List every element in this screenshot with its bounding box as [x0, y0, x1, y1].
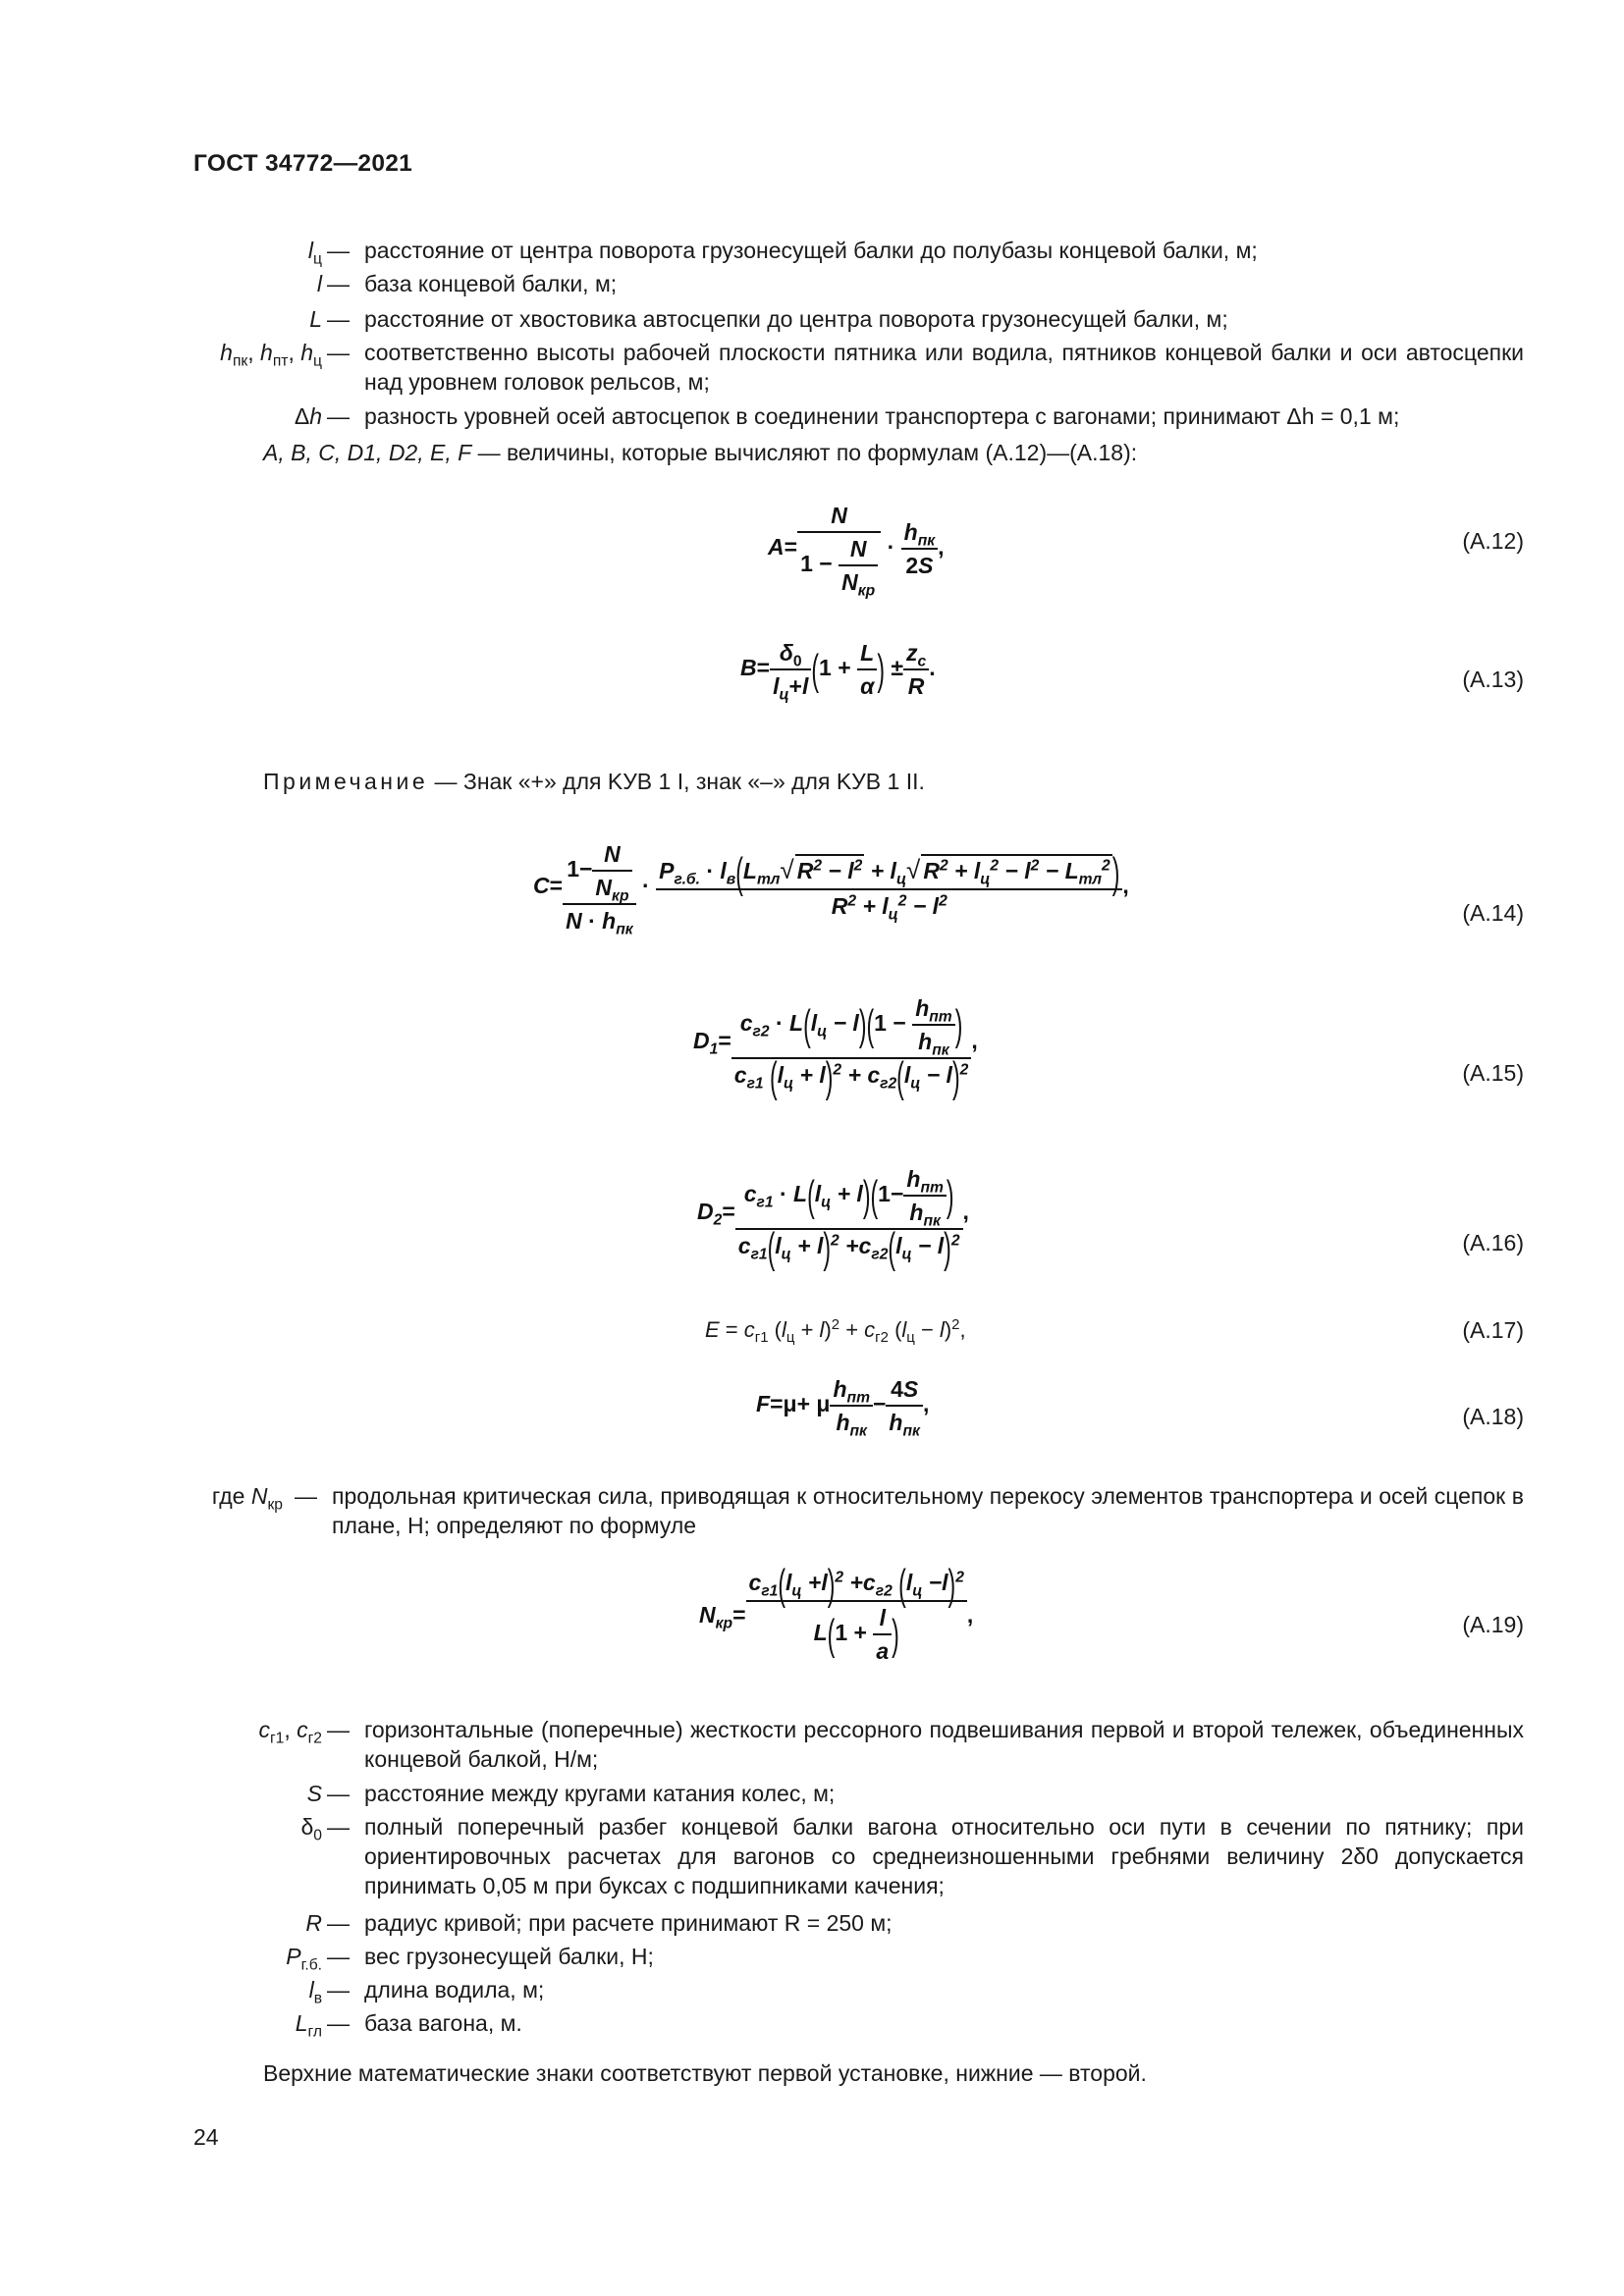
note-label: Примечание: [263, 769, 429, 794]
definition-lv: $l_в$ — длина водила, м;: [157, 1975, 1524, 2004]
symbol-lc: $l_ц$: [307, 238, 322, 268]
definition-Pgb: $P_{г.б.}$ — вес грузонесущей балки, Н;: [157, 1942, 1524, 1971]
symbol-L: L: [309, 306, 322, 332]
symbol-nkr: где $N_{кр}$: [211, 1483, 283, 1514]
symbol-l: l: [316, 271, 322, 296]
equation-number-a15: (А.15): [1462, 1060, 1524, 1086]
equation-number-a12: (А.12): [1462, 528, 1524, 554]
equation-number-a16: (А.16): [1462, 1230, 1524, 1255]
symbol-lv: $l_в$: [308, 1977, 322, 2007]
symbol-heights: $h_{пк}$, $h_{пт}$, $h_ц$: [220, 340, 322, 370]
symbol-Lgl: $L_{гл}$: [295, 2010, 322, 2041]
symbol-R: R: [305, 1910, 322, 1936]
formula-a18: F=μ+ μ $\frac{h_{пт}}{h_{пк}}$ − $\frac{4S}{h_{пк}}$ ,: [756, 1376, 930, 1440]
document-header: ГОСТ 34772—2021: [193, 150, 413, 177]
definition-lc: $l_ц$ — расстояние от центра поворота грузонесущей балки до полубазы концевой балки, м;: [157, 236, 1524, 265]
formula-a17: $E = c_{г1}$ $(l_ц + l)^2 + c_{г2}$ $(l_ц - l)^2$,: [705, 1315, 966, 1347]
definition-l: l — база концевой балки, м;: [157, 269, 1524, 298]
formula-a12: A= N 1 − $\frac{N}{N_{кр}}$ · $\frac{h_{пк}}{2S}$ ,: [768, 503, 945, 600]
symbol-cg: $c_{г1}$, $c_{г2}$: [258, 1717, 322, 1747]
definition-R: R — радиус кривой; при расчете принимают R = 250 м;: [157, 1908, 1524, 1938]
equation-number-a13: (А.13): [1462, 667, 1524, 692]
formula-a15: $D_1=$ $c_{г2} \cdot L(l_ц - l)(1$ − $\frac{h_{пт}}{h_{пк}}$ ) $c_{г1}$ $(l_ц + l)^2 + c_{г2}(l_ц - l)^2$ ,: [693, 995, 978, 1101]
equation-number-a18: (А.18): [1462, 1404, 1524, 1429]
symbol-Pgb: $P_{г.б.}$: [286, 1944, 322, 1974]
equation-number-a19: (А.19): [1462, 1612, 1524, 1637]
definition-cg: $c_{г1}$, $c_{г2}$ — горизонтальные (поперечные) жесткости рессорного подвешивания первой и второй тележек, объединенных концевой балкой, Н/м;: [157, 1715, 1524, 1774]
symbol-delta0: $\delta_0$: [300, 1814, 322, 1844]
note-text: — Знак «+» для KУВ 1 I, знак «–» для KУВ 1 II.: [434, 769, 925, 794]
equation-number-a14: (А.14): [1462, 900, 1524, 926]
note: [263, 767, 925, 796]
definition-S: S — расстояние между кругами катания колес, м;: [157, 1779, 1524, 1808]
definition-delta-h: Δh — разность уровней осей автосцепок в соединении транспортера с вагонами; принимают Δh = 0,1 м;: [157, 401, 1524, 431]
formula-a16: $D_2=$ $c_{г1} \cdot L(l_ц + l)(1-$ $\frac{h_{пт}}{h_{пк}}$ ) $c_{г1}(l_ц + l)^2 +c_{г2}(l_ц - l)^2$ ,: [697, 1166, 969, 1272]
definition-L: L — расстояние от хвостовика автосцепки до центра поворота грузонесущей балки, м;: [157, 304, 1524, 334]
definition-nkr: где $N_{кр}$ — продольная критическая сила, приводящая к относительному перекосу элементов транспортера и осей сцепок в плане, Н; определяют по формуле: [157, 1481, 1524, 1540]
formula-a14: C= 1− $\frac{N}{N_{кр}}$ $N \cdot h_{пк}$ · $\frac{P_{г.б.} \cdot l_в(L_{тл}√ R^2 - l^2 + l_ц√ R^2 + l_ц^2 - l^2 - L_{тл}^2)}{R^2 + l_ц^2 - l^2}$ ,: [533, 841, 1129, 938]
symbol-delta-h: Δh: [294, 403, 322, 429]
definition-Lgl: $L_{гл}$ — база вагона, м.: [157, 2008, 1524, 2038]
definition-heights: $h_{пк}$, $h_{пт}$, $h_ц$ — соответственно высоты рабочей плоскости пятника или водила, пятников концевой балки и оси автосцепки над уровнем головок рельсов, м;: [157, 338, 1524, 397]
definition-abc: A, B, C, D1, D2, E, F — величины, которые вычисляют по формулам (А.12)—(А.18):: [263, 440, 1138, 465]
definition-delta0: $\delta_0$ — полный поперечный разбег концевой балки вагона относительно оси пути в сечении по пятнику; при ориентировочных расчетах для вагонов со среднеизношенными гребнями величину 2δ0 допускается принимать 0,05 м при буксах с подшипниками качения;: [157, 1812, 1524, 1900]
page-number: 24: [193, 2124, 219, 2150]
formula-a19: $N_{кр}=$ $c_{г1}(l_ц +l)^2 +c_{г2}$ $(l_ц -l)^2$ L(1 + $\frac{l}{a}$ ) ,: [699, 1560, 974, 1664]
symbol-S: S: [306, 1781, 322, 1806]
symbol-abc: A, B, C, D1, D2, E, F: [263, 440, 472, 465]
closing-remark: Верхние математические знаки соответствуют первой установке, нижние — второй.: [263, 2060, 1147, 2086]
equation-number-a17: (А.17): [1462, 1317, 1524, 1343]
formula-a13: B= $\frac{\delta_0}{l_ц+l}$ (1 + $\frac{L}{\alpha}$ ) ± $\frac{z_c}{R}$ .: [740, 640, 936, 704]
